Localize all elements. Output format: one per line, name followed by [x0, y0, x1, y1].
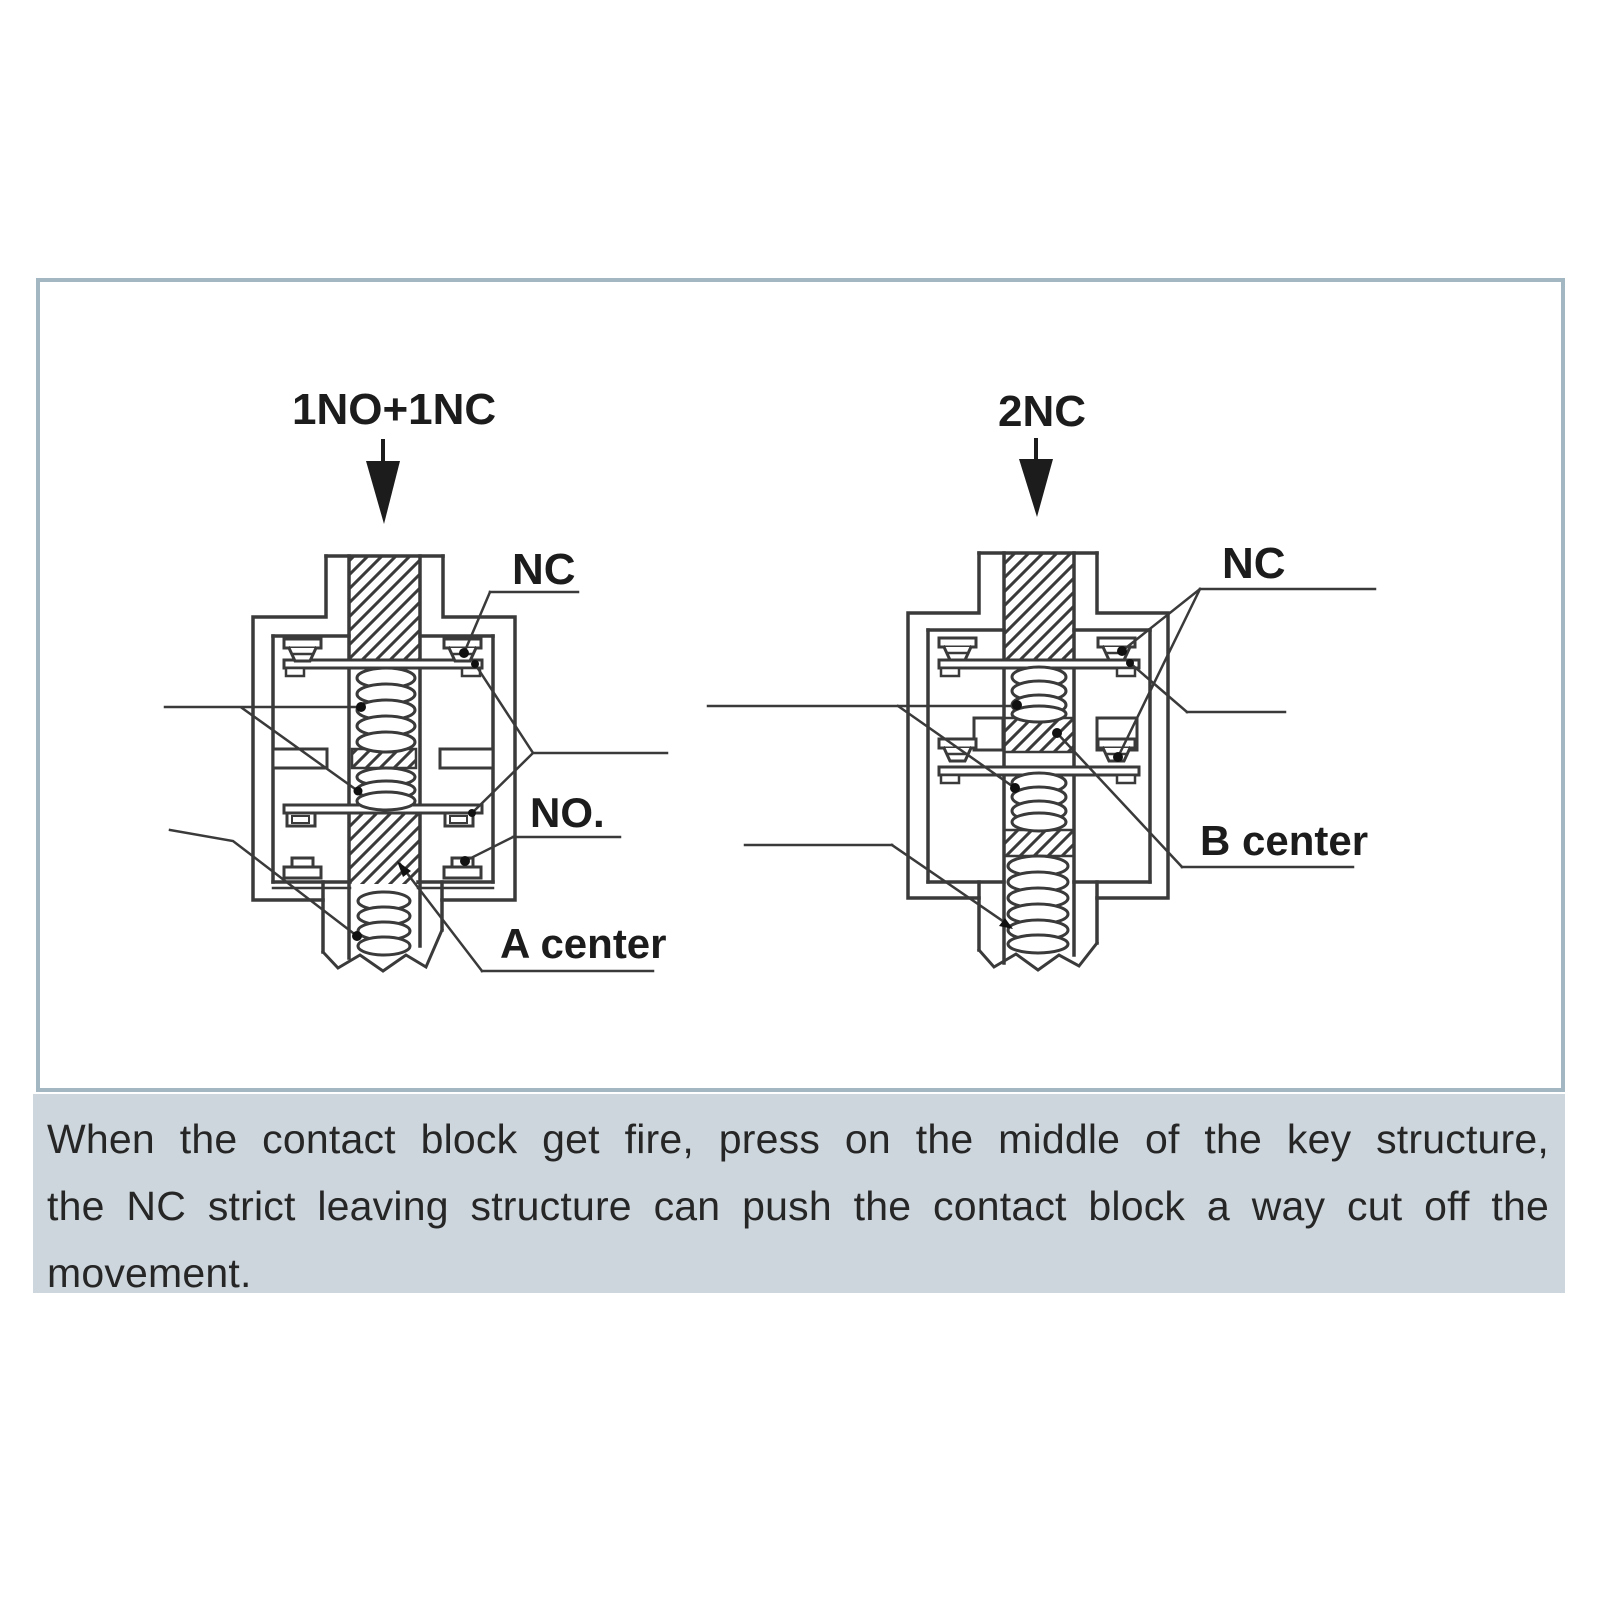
caption-band	[33, 1094, 1565, 1296]
caption-line-1: When the contact block get fire, press on the middle of the key structure,	[47, 1116, 1549, 1162]
right-label-b-center: B center	[1200, 817, 1369, 864]
right-label-nc: NC	[1222, 539, 1286, 588]
right-diagram	[708, 387, 1375, 970]
left-notch-right	[440, 749, 493, 768]
caption-line-2: the NC strict leaving structure can push the contact block a way cut off the	[47, 1183, 1549, 1229]
left-label-no: NO.	[530, 789, 605, 836]
left-diagram-title: 1NO+1NC	[292, 385, 497, 434]
left-down-arrow	[366, 441, 400, 524]
caption-line-3: movement.	[47, 1250, 252, 1296]
left-diagram	[165, 385, 667, 971]
left-notch-left	[273, 749, 327, 768]
left-label-a-center: A center	[500, 920, 667, 967]
left-label-nc: NC	[512, 545, 576, 594]
right-notch-left	[974, 718, 1003, 750]
right-down-arrow	[1019, 440, 1053, 517]
right-diagram-title: 2NC	[998, 387, 1087, 436]
